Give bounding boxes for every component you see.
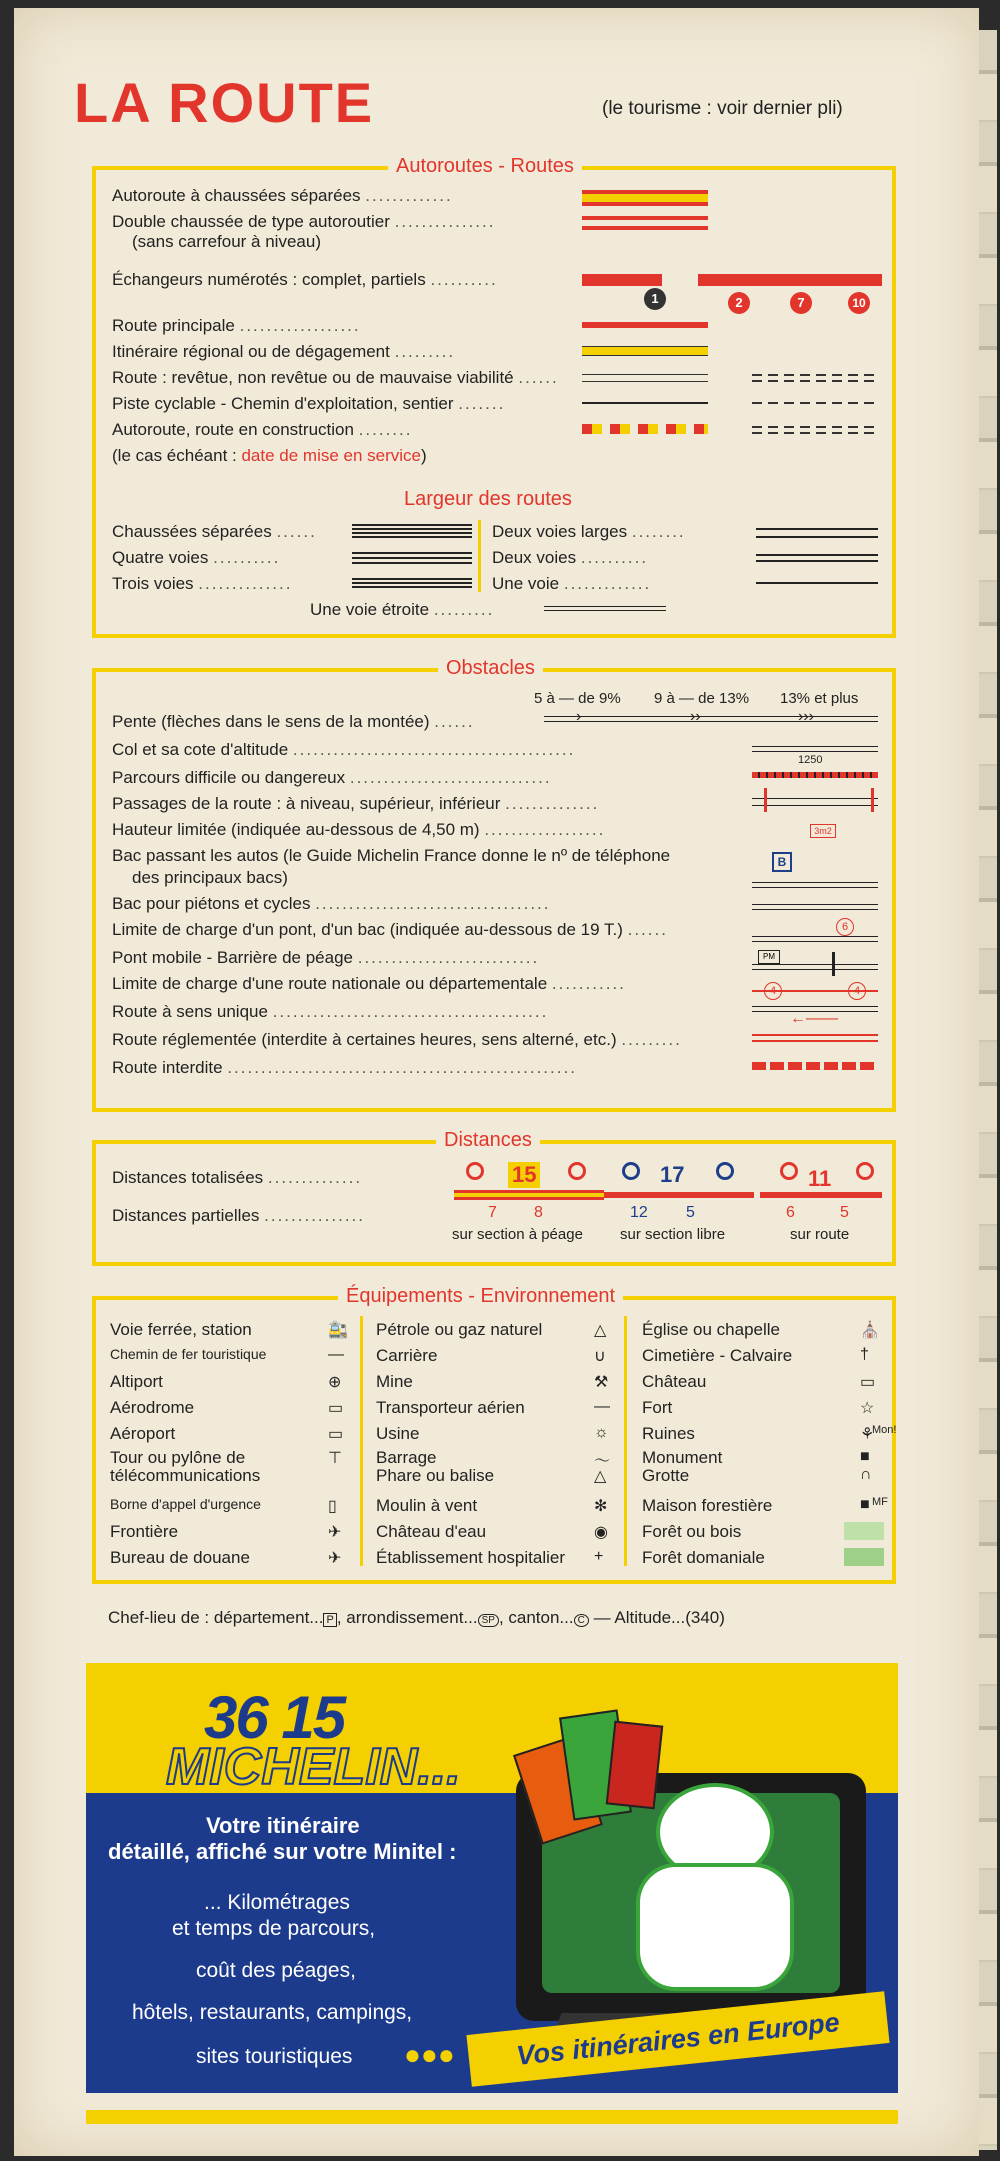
ferry-letter: B bbox=[772, 852, 792, 872]
legend-row: Hauteur limitée (indiquée au-dessous de 4,50 m) .................. bbox=[112, 820, 606, 839]
legend-row: Autoroute, route en construction ........ bbox=[112, 420, 413, 439]
distance-line-road bbox=[760, 1192, 882, 1198]
slope-arrow-2: ›› bbox=[690, 708, 701, 725]
obstacles-title: Obstacles bbox=[438, 657, 543, 680]
distance-total-free: 17 bbox=[660, 1162, 685, 1187]
interchange-number-10: 10 bbox=[848, 292, 870, 314]
width-symbol-four bbox=[352, 552, 472, 564]
legend-row: Passages de la route : à niveau, supérieur, inférieur .............. bbox=[112, 794, 600, 813]
slope-header-1: 5 à — de 9% bbox=[534, 690, 621, 707]
ferry-route-symbol bbox=[752, 882, 878, 888]
legend-row: Une voie étroite ......... bbox=[310, 600, 495, 619]
distance-part: 7 bbox=[488, 1204, 497, 1221]
distance-part: 5 bbox=[686, 1204, 695, 1221]
paved-road-symbol bbox=[582, 374, 708, 382]
equipement-item: Chemin de fer touristique bbox=[110, 1346, 267, 1362]
distance-caption: sur route bbox=[790, 1226, 850, 1243]
equipement-symbol-icon: ✻ bbox=[594, 1498, 608, 1515]
legend-label: Une voie étroite bbox=[310, 600, 430, 619]
ad-item: ... Kilométrages bbox=[204, 1891, 350, 1914]
legend-row: Deux voies larges ........ bbox=[492, 522, 686, 541]
equipement-item: Aéroport bbox=[110, 1424, 176, 1443]
equipement-item: Frontière bbox=[110, 1522, 179, 1541]
ad-banner: Vos itinéraires en Europe bbox=[466, 1991, 889, 2087]
distance-pin bbox=[466, 1162, 484, 1180]
distance-pin bbox=[622, 1162, 640, 1180]
distance-part: 12 bbox=[630, 1204, 648, 1221]
dual-carriageway-symbol bbox=[582, 216, 708, 230]
equipement-symbol-icon: 〜 bbox=[594, 1453, 611, 1470]
slope-arrow-3: ››› bbox=[798, 708, 814, 725]
legend-row: Distances totalisées .............. bbox=[112, 1168, 363, 1187]
equipement-item: Usine bbox=[376, 1424, 420, 1443]
pass-symbol bbox=[752, 746, 878, 752]
ad-lead-2: détaillé, affiché sur votre Minitel : bbox=[108, 1839, 457, 1864]
distance-part: 6 bbox=[786, 1204, 795, 1221]
chef-lieu-line bbox=[108, 1608, 725, 1628]
legend-label: Route : revêtue, non revêtue ou de mauvaise viabilité bbox=[112, 368, 514, 387]
equipement-symbol-icon: ▭ bbox=[860, 1374, 876, 1391]
distances-title: Distances bbox=[436, 1129, 540, 1152]
width-symbol-two-wide bbox=[756, 528, 878, 538]
distance-line-free bbox=[604, 1192, 754, 1198]
equipement-item: Carrière bbox=[376, 1346, 438, 1365]
distance-line-toll bbox=[454, 1190, 604, 1200]
legend-row: Deux voies .......... bbox=[492, 548, 649, 567]
equipement-symbol-icon: ⚒ bbox=[594, 1374, 609, 1391]
distance-total-toll: 15 bbox=[508, 1162, 540, 1188]
load-road-symbol bbox=[752, 936, 878, 942]
equipement-item: Établissement hospitalier bbox=[376, 1548, 565, 1567]
equipement-item: Grotte bbox=[642, 1466, 690, 1485]
legend-label: Pont mobile - Barrière de péage bbox=[112, 948, 353, 967]
equipement-symbol-icon: ▭ bbox=[328, 1426, 344, 1443]
ad-item: et temps de parcours, bbox=[172, 1917, 376, 1940]
height-limit-symbol: 3m2 bbox=[810, 824, 836, 838]
unpaved-road-symbol bbox=[752, 374, 878, 376]
equipement-symbol-icon: △ bbox=[594, 1468, 607, 1485]
equipement-item: Château d'eau bbox=[376, 1522, 487, 1541]
folded-pages-edge bbox=[979, 30, 997, 2150]
ad-lead-1: Votre itinéraire bbox=[206, 1813, 360, 1838]
interchange-partial-symbol bbox=[698, 274, 882, 286]
equipement-item: Tour ou pylône de bbox=[110, 1448, 246, 1467]
legend-label: Quatre voies bbox=[112, 548, 209, 567]
equipement-item: Forêt ou bois bbox=[642, 1522, 742, 1541]
equipement-symbol-icon: — bbox=[594, 1398, 610, 1415]
legend-row: Route principale .................. bbox=[112, 316, 361, 335]
chef-lieu-text: Chef-lieu de : département... bbox=[108, 1608, 324, 1627]
legend-label: Bac passant les autos (le Guide Michelin France donne le nº de téléphone bbox=[112, 846, 671, 865]
distance-part: 8 bbox=[534, 1204, 543, 1221]
interchange-number-2: 2 bbox=[728, 292, 750, 314]
legend-label: Route à sens unique bbox=[112, 1002, 268, 1021]
autoroutes-title: Autoroutes - Routes bbox=[388, 155, 582, 178]
distance-pin bbox=[568, 1162, 586, 1180]
equipement-symbol-icon: ▭ bbox=[328, 1400, 344, 1417]
legend-label: Double chaussée de type autoroutier bbox=[112, 212, 390, 231]
legend-row: Route à sens unique ......................................... bbox=[112, 1002, 549, 1021]
equipement-symbol-icon: + bbox=[594, 1548, 604, 1565]
ad-dots-icon: ●●● bbox=[404, 2039, 455, 2070]
legend-row: Une voie ............. bbox=[492, 574, 652, 593]
distance-pin bbox=[716, 1162, 734, 1180]
equipement-symbol-icon: — bbox=[328, 1346, 344, 1363]
legend-row: Itinéraire régional ou de dégagement ......... bbox=[112, 342, 456, 361]
legend-row bbox=[112, 846, 670, 866]
forest-swatch bbox=[844, 1522, 884, 1540]
monument-code: Mon! bbox=[872, 1424, 897, 1436]
distance-caption: sur section à péage bbox=[452, 1226, 583, 1243]
equipement-item: Église ou chapelle bbox=[642, 1320, 780, 1339]
legend-label: Deux voies bbox=[492, 548, 577, 567]
equipement-item: Cimetière - Calvaire bbox=[642, 1346, 793, 1365]
state-forest-swatch bbox=[844, 1548, 884, 1566]
legend-label: Col et sa cote d'altitude bbox=[112, 740, 289, 759]
legend-label: Autoroute à chaussées séparées bbox=[112, 186, 361, 205]
legend-label: Chaussées séparées bbox=[112, 522, 272, 541]
chef-lieu-text: , canton... bbox=[498, 1608, 574, 1627]
equipement-item: Phare ou balise bbox=[376, 1466, 495, 1485]
slope-arrow-1: › bbox=[576, 708, 582, 725]
legend-row: Route : revêtue, non revêtue ou de mauvaise viabilité ...... bbox=[112, 368, 559, 387]
crossing-marks bbox=[764, 788, 874, 812]
legend-row: Échangeurs numérotés : complet, partiels .......... bbox=[112, 270, 498, 289]
width-symbol-two bbox=[756, 554, 878, 562]
equipement-symbol-icon: ■ bbox=[860, 1448, 870, 1465]
pass-altitude: 1250 bbox=[798, 754, 823, 766]
ad-brand: MICHELIN... bbox=[166, 1738, 461, 1796]
obstacles-box bbox=[92, 657, 896, 1112]
interchange-number-7: 7 bbox=[790, 292, 812, 314]
equipement-symbol-icon: ✈ bbox=[328, 1524, 342, 1541]
legend-row: Autoroute à chaussées séparées ............. bbox=[112, 186, 453, 205]
legend-label: Hauteur limitée (indiquée au-dessous de 4,50 m) bbox=[112, 820, 480, 839]
legend-row: Double chaussée de type autoroutier ............... bbox=[112, 212, 496, 231]
equipement-symbol-icon: ▯ bbox=[328, 1498, 337, 1515]
equipement-item: Monument bbox=[642, 1448, 723, 1467]
bottom-yellow-strip bbox=[86, 2110, 898, 2124]
legend-row bbox=[112, 446, 427, 466]
equipement-symbol-icon: ∩ bbox=[860, 1466, 872, 1483]
legend-label: Deux voies larges bbox=[492, 522, 628, 541]
road-load-line bbox=[752, 990, 878, 992]
equipement-item: Château bbox=[642, 1372, 707, 1391]
chef-lieu-text: , arrondissement... bbox=[336, 1608, 478, 1627]
equipement-item: Moulin à vent bbox=[376, 1496, 478, 1515]
distance-pin bbox=[780, 1162, 798, 1180]
forbidden-road-symbol bbox=[752, 1062, 878, 1070]
legend-row bbox=[132, 868, 288, 888]
cycle-path-symbol bbox=[582, 402, 708, 404]
equipement-symbol-icon: △ bbox=[594, 1322, 607, 1339]
equipement-symbol-icon: ⚘ bbox=[860, 1426, 875, 1443]
subprefecture-badge: SP bbox=[478, 1614, 499, 1627]
column-divider bbox=[360, 1316, 363, 1566]
autoroutes-box bbox=[92, 155, 896, 638]
road-construction-symbol-2 bbox=[752, 432, 878, 434]
legend-label: Trois voies bbox=[112, 574, 194, 593]
legend-row: Pente (flèches dans le sens de la montée) ...... bbox=[112, 712, 475, 731]
equipement-symbol-icon: 🚉 bbox=[328, 1322, 348, 1339]
legend-row: Limite de charge d'un pont, d'un bac (indiquée au-dessous de 19 T.) ...... bbox=[112, 920, 668, 939]
legend-label: Échangeurs numérotés : complet, partiels bbox=[112, 270, 426, 289]
regulated-road-symbol-2 bbox=[752, 1040, 878, 1042]
equipement-item: Pétrole ou gaz naturel bbox=[376, 1320, 543, 1339]
equipement-symbol-icon: † bbox=[860, 1346, 869, 1363]
largeur-title: Largeur des routes bbox=[404, 488, 572, 510]
toll-label: PM bbox=[758, 950, 780, 964]
motorway-symbol bbox=[582, 190, 708, 206]
legend-label: Limite de charge d'un pont, d'un bac (indiquée au-dessous de 19 T.) bbox=[112, 920, 623, 939]
legend-label: Route principale bbox=[112, 316, 235, 335]
bibendum-icon bbox=[626, 1783, 796, 1993]
chef-lieu-text: — Altitude...(340) bbox=[588, 1608, 725, 1627]
legend-label: Limite de charge d'une route nationale ou départementale bbox=[112, 974, 548, 993]
regional-road-symbol bbox=[582, 346, 708, 356]
equipement-item: Fort bbox=[642, 1398, 673, 1417]
distance-total-road: 11 bbox=[808, 1166, 832, 1191]
distance-pin bbox=[856, 1162, 874, 1180]
note-red: date de mise en service bbox=[241, 446, 422, 465]
movable-bridge-symbol bbox=[752, 964, 878, 970]
equipement-symbol-icon: ■ bbox=[860, 1496, 870, 1513]
equipement-item: Maison forestière bbox=[642, 1496, 773, 1515]
legend-row: Parcours difficile ou dangereux .............................. bbox=[112, 768, 552, 787]
legend-label: Autoroute, route en construction bbox=[112, 420, 354, 439]
legend-label: Route interdite bbox=[112, 1058, 223, 1077]
toll-barrier-symbol bbox=[832, 952, 835, 976]
distance-part: 5 bbox=[840, 1204, 849, 1221]
width-symbol-three bbox=[352, 578, 472, 588]
prefecture-badge: P bbox=[323, 1613, 336, 1627]
slope-symbol bbox=[544, 716, 878, 722]
motorway-construction-symbol bbox=[582, 424, 708, 434]
legend-label: Une voie bbox=[492, 574, 560, 593]
legend-row: Route réglementée (interdite à certaines heures, sens alterné, etc.) ......... bbox=[112, 1030, 682, 1049]
width-symbol-narrow bbox=[544, 606, 666, 611]
equipements-title: Équipements - Environnement bbox=[338, 1285, 623, 1308]
equipement-item: Transporteur aérien bbox=[376, 1398, 525, 1417]
width-symbol-separated bbox=[352, 524, 472, 538]
interchange-complete-symbol bbox=[582, 274, 662, 286]
legend-row: Quatre voies .......... bbox=[112, 548, 281, 567]
interchange-number-1: 1 bbox=[644, 288, 666, 310]
equipement-item: Mine bbox=[376, 1372, 413, 1391]
note-prefix: (le cas échéant : bbox=[112, 446, 242, 465]
page-subtitle: (le tourisme : voir dernier pli) bbox=[602, 98, 843, 119]
legend-label: Distances partielles bbox=[112, 1206, 260, 1225]
equipement-symbol-icon: ✈ bbox=[328, 1550, 342, 1567]
forest-house-code: MF bbox=[872, 1496, 888, 1508]
legend-row: Route interdite .................................................... bbox=[112, 1058, 577, 1077]
equipement-item: Ruines bbox=[642, 1424, 695, 1443]
footferry-symbol bbox=[752, 904, 878, 910]
equipement-symbol-icon: ◉ bbox=[594, 1524, 608, 1541]
distances-box bbox=[92, 1129, 896, 1266]
minitel-advertisement bbox=[86, 1663, 898, 2093]
width-symbol-one bbox=[756, 582, 878, 584]
canton-badge: C bbox=[574, 1614, 589, 1627]
equipement-item: Borne d'appel d'urgence bbox=[110, 1496, 261, 1512]
regulated-road-symbol bbox=[752, 1034, 878, 1036]
slope-header-3: 13% et plus bbox=[780, 690, 859, 707]
legend-row: Bac pour piétons et cycles ................................... bbox=[112, 894, 551, 913]
load-limit-symbol: 6 bbox=[836, 918, 854, 936]
ad-item: coût des péages, bbox=[196, 1959, 356, 1982]
ad-item: sites touristiques bbox=[196, 2045, 353, 2068]
ad-item: hôtels, restaurants, campings, bbox=[132, 2001, 413, 2024]
equipement-item: Aérodrome bbox=[110, 1398, 195, 1417]
note-suffix: ) bbox=[421, 446, 427, 465]
equipements-box bbox=[92, 1285, 897, 1584]
legend-label: Bac pour piétons et cycles bbox=[112, 894, 311, 913]
legend-label: des principaux bacs) bbox=[132, 868, 288, 887]
legend-label: (sans carrefour à niveau) bbox=[132, 232, 321, 251]
equipement-symbol-icon: ☼ bbox=[594, 1424, 609, 1441]
legend-row: Chaussées séparées ...... bbox=[112, 522, 317, 541]
main-road-symbol bbox=[582, 322, 708, 328]
equipement-item: Barrage bbox=[376, 1448, 437, 1467]
legend-label: Itinéraire régional ou de dégagement bbox=[112, 342, 390, 361]
legend-row: Col et sa cote d'altitude .......................................... bbox=[112, 740, 576, 759]
legend-row: Trois voies .............. bbox=[112, 574, 293, 593]
equipement-item: Altiport bbox=[110, 1372, 163, 1391]
legend-label: Pente (flèches dans le sens de la montée) bbox=[112, 712, 430, 731]
distance-caption: sur section libre bbox=[620, 1226, 726, 1243]
equipement-symbol-icon: ∪ bbox=[594, 1348, 606, 1365]
legend-label: Parcours difficile ou dangereux bbox=[112, 768, 346, 787]
equipement-item: Bureau de douane bbox=[110, 1548, 250, 1567]
legend-row: Piste cyclable - Chemin d'exploitation, sentier ....... bbox=[112, 394, 506, 413]
width-divider bbox=[478, 520, 481, 592]
legend-label: Piste cyclable - Chemin d'exploitation, sentier bbox=[112, 394, 454, 413]
unpaved-road-symbol-2 bbox=[752, 380, 878, 382]
equipement-symbol-icon: ⊕ bbox=[328, 1374, 342, 1391]
legend-label: Distances totalisées bbox=[112, 1168, 264, 1187]
legend-row bbox=[132, 232, 321, 252]
equipement-item: Forêt domaniale bbox=[642, 1548, 765, 1567]
legend-row: Limite de charge d'une route nationale ou départementale ........... bbox=[112, 974, 626, 993]
slope-header-2: 9 à — de 13% bbox=[654, 690, 750, 707]
trail-symbol bbox=[752, 402, 878, 404]
legend-label: Passages de la route : à niveau, supérieur, inférieur bbox=[112, 794, 501, 813]
column-divider bbox=[624, 1316, 627, 1566]
ad-number: 36 15 bbox=[204, 1684, 345, 1751]
equipement-item: télécommunications bbox=[110, 1466, 261, 1485]
legend-row: Pont mobile - Barrière de péage ........................... bbox=[112, 948, 540, 967]
legend-label: Route réglementée (interdite à certaines heures, sens alterné, etc.) bbox=[112, 1030, 617, 1049]
dangerous-route-symbol bbox=[752, 772, 878, 778]
legend-row: Distances partielles ............... bbox=[112, 1206, 365, 1225]
road-construction-symbol bbox=[752, 426, 878, 428]
equipement-symbol-icon: ⊤ bbox=[328, 1450, 342, 1467]
one-way-arrow: ←—— bbox=[790, 1010, 838, 1027]
page-title: LA ROUTE bbox=[74, 71, 375, 134]
equipement-symbol-icon: ⛪ bbox=[860, 1322, 880, 1339]
equipement-symbol-icon: ☆ bbox=[860, 1400, 875, 1417]
equipement-item: Voie ferrée, station bbox=[110, 1320, 252, 1339]
